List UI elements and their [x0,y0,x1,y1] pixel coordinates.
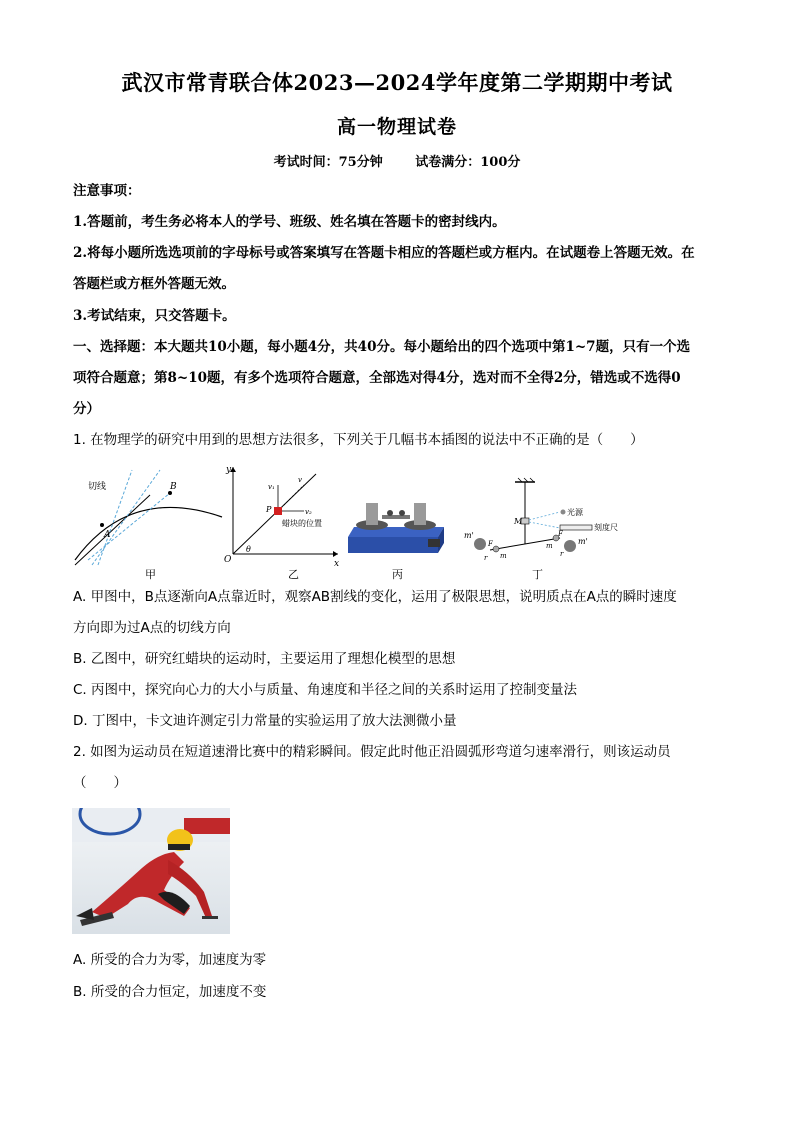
q2-stem-line2: （ ） [73,775,127,791]
ding-label-M: M [514,517,523,526]
figure-bing [344,495,446,561]
bing-right-sleeve [414,503,426,525]
photo-banner [184,818,230,834]
ding-light-label: 光源 [567,508,583,517]
jia-tangent-label: 切线 [88,482,107,492]
ding-label-m-right: m [546,542,553,550]
photo-skater-goggles [168,844,190,850]
ding-big-ball-right [564,540,576,552]
notice-item-2b: 答题栏或方框外答题无效。 [73,276,235,292]
full-score: 试卷满分：100分 [415,155,521,170]
figure-label-jia: 甲 [145,568,156,581]
notice-item-2a: 2.将每小题所选选项前的字母标号或答案填写在答题卡相应的答题栏或方框内。在试题卷上答题无效。在 [73,245,695,261]
figure-label-yi: 乙 [288,568,299,581]
ding-label-m-left: m [500,552,507,560]
ding-label-r-right: r [560,550,564,558]
ding-scale [560,525,592,530]
skater-photo [72,808,230,934]
yi-label-v: v [298,476,302,484]
yi-label-v1: v₁ [268,483,275,491]
q1-option-a-line1: A. 甲图中，B点逐渐向A点靠近时，观察AB割线的变化，运用了极限思想，说明质点在A点的瞬时速度 [73,589,677,605]
q1-option-d: D. 丁图中，卡文迪许测定引力常量的实验运用了放大法测微小量 [73,713,457,729]
ding-label-r-left: r [484,554,488,562]
exam-time: 考试时间：75分钟 [273,155,383,170]
figure-label-ding: 丁 [532,568,543,581]
ding-label-F-left: F [488,540,493,548]
yi-label-O: O [224,555,232,565]
exam-info [0,151,794,170]
exam-subtitle: 高一物理试卷 [336,116,457,138]
q1-option-b: B. 乙图中，研究红蜡块的运动时，主要运用了理想化模型的思想 [73,651,456,667]
ding-light-source [561,510,566,515]
q1-option-a-line2: 方向即为过A点的切线方向 [73,620,231,636]
q2-option-b: B. 所受的合力恒定，加速度不变 [73,984,267,1000]
q2-stem-line1: 2. 如图为运动员在短道速滑比赛中的精彩瞬间。假定此时他正沿圆弧形弯道匀速率滑行，则该运动员 [73,744,671,760]
ding-label-F-right: F [558,530,563,538]
bing-crank [428,539,440,547]
jia-label-A: A [104,530,111,540]
yi-label-v2: v₂ [305,508,312,516]
yi-label-theta: θ [246,545,251,554]
jia-tangent-line [75,495,150,565]
section-intro-line3: 分） [73,401,100,417]
ding-big-ball-left [474,538,486,550]
notice-heading: 注意事项： [73,183,141,199]
figure-ding [460,476,620,568]
figure-jia [70,465,230,577]
jia-secant-3 [88,493,170,560]
bing-arm [382,515,410,519]
jia-point-A [100,523,104,527]
figure-yi [218,462,346,574]
section-intro-line2: 项符合题意；第8~10题，有多个选项符合题意，全部选对得4分，选对而不全得2分，错选或不选得0 [73,370,681,386]
yi-label-y: y [226,465,232,475]
q1-stem: 1. 在物理学的研究中用到的思想方法很多，下列关于几幅书本插图的说法中不正确的是（ ） [73,432,644,448]
yi-wax-block [274,507,282,515]
q2-option-a: A. 所受的合力为零，加速度为零 [73,952,267,968]
yi-wax-pos-label: 蜡块的位置 [282,519,322,528]
jia-label-B: B [170,482,177,492]
notice-item-1: 1.答题前，考生务必将本人的学号、班级、姓名填在答题卡的密封线内。 [73,214,506,230]
figure-label-bing: 丙 [392,568,403,581]
section-intro-line1: 一、选择题：本大题共10小题，每小题4分，共40分。每小题给出的四个选项中第1~7题，只有一个选 [73,339,691,355]
exam-title: 武汉市常青联合体2023—2024学年度第二学期期中考试 [121,70,673,95]
yi-label-x: x [334,559,340,569]
ding-small-ball-left [493,546,499,552]
yi-label-P: P [266,505,272,514]
notice-item-3: 3.考试结束，只交答题卡。 [73,308,236,324]
ding-light-ray [529,512,560,520]
bing-table-front [348,537,438,553]
bing-left-sleeve [366,503,378,525]
ding-label-mprime-left: m' [464,531,474,540]
q1-option-c: C. 丙图中，探究向心力的大小与质量、角速度和半径之间的关系时运用了控制变量法 [73,682,578,698]
ding-label-mprime-right: m' [578,537,588,546]
ding-scale-label: 刻度尺 [594,523,618,532]
